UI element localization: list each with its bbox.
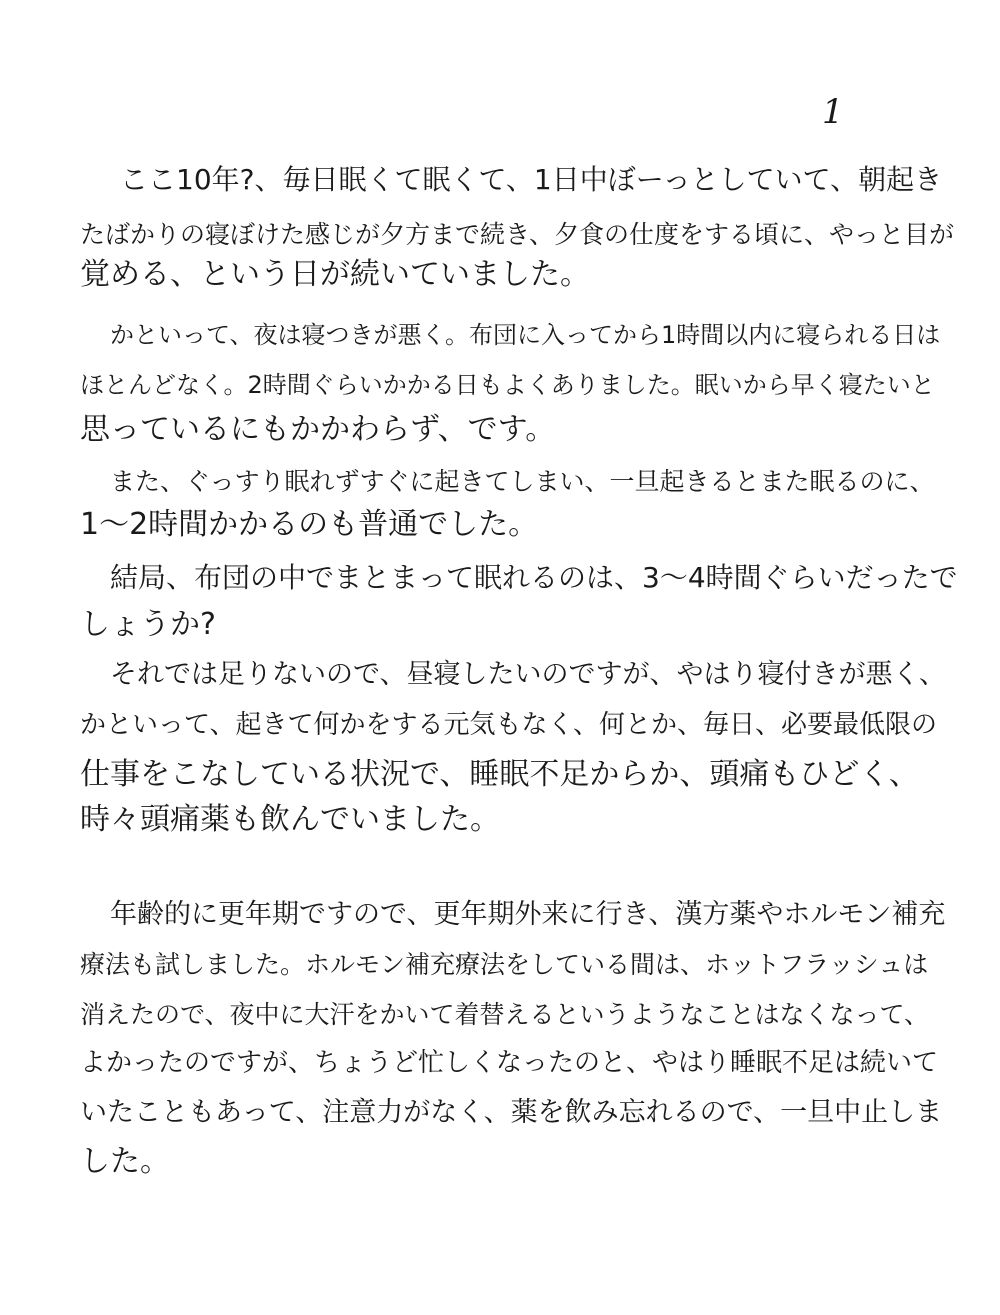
text-line: 療法も試しました。ホルモン補充療法をしている間は、ホットフラッシュは <box>80 950 929 979</box>
text-line: 年齢的に更年期ですので、更年期外来に行き、漢方薬やホルモン補充 <box>110 899 946 930</box>
text-line: たばかりの寝ぼけた感じが夕方まで続き、夕食の仕度をする頃に、やっと目が <box>80 220 955 249</box>
text-line: よかったのですが、ちょうど忙しくなったのと、やはり睡眠不足は続いて <box>80 1048 939 1078</box>
text-line: かといって、起きて何かをする元気もなく、何とか、毎日、必要最低限の <box>80 710 937 740</box>
text-line: 時々頭痛薬も飲んでいました。 <box>80 802 500 837</box>
text-line: 仕事をこなしている状況で、睡眠不足からか、頭痛もひどく、 <box>80 757 919 792</box>
text-line: しょうか? <box>80 607 216 642</box>
page-number: 1 <box>822 92 844 132</box>
text-line: それでは足りないので、昼寝したいのですが、やはり寝付きが悪く、 <box>110 659 946 690</box>
text-line: した。 <box>80 1144 170 1179</box>
text-line: 1〜2時間かかるのも普通でした。 <box>80 507 539 542</box>
text-line: 消えたので、夜中に大汗をかいて着替えるというようなことはなくなって、 <box>80 1000 930 1029</box>
text-line: ここ10年?、毎日眠くて眠くて、1日中ぼーっとしていて、朝起き <box>120 163 943 196</box>
text-line: 結局、布団の中でまとまって眠れるのは、3〜4時間ぐらいだったで <box>110 561 958 594</box>
text-line: ほとんどなく。2時間ぐらいかかる日もよくありました。眠いから早く寝たいと <box>80 371 935 399</box>
text-line: 思っているにもかかわらず、です。 <box>80 412 556 447</box>
text-line: また、ぐっすり眠れずすぐに起きてしまい、一旦起きるとまた眠るのに、 <box>110 467 935 496</box>
text-line: かといって、夜は寝つきが悪く。布団に入ってから1時間以内に寝られる日は <box>110 321 941 349</box>
text-line: 覚める、という日が続いていました。 <box>80 257 590 292</box>
text-line: いたこともあって、注意力がなく、薬を飲み忘れるので、一旦中止しま <box>80 1097 943 1128</box>
